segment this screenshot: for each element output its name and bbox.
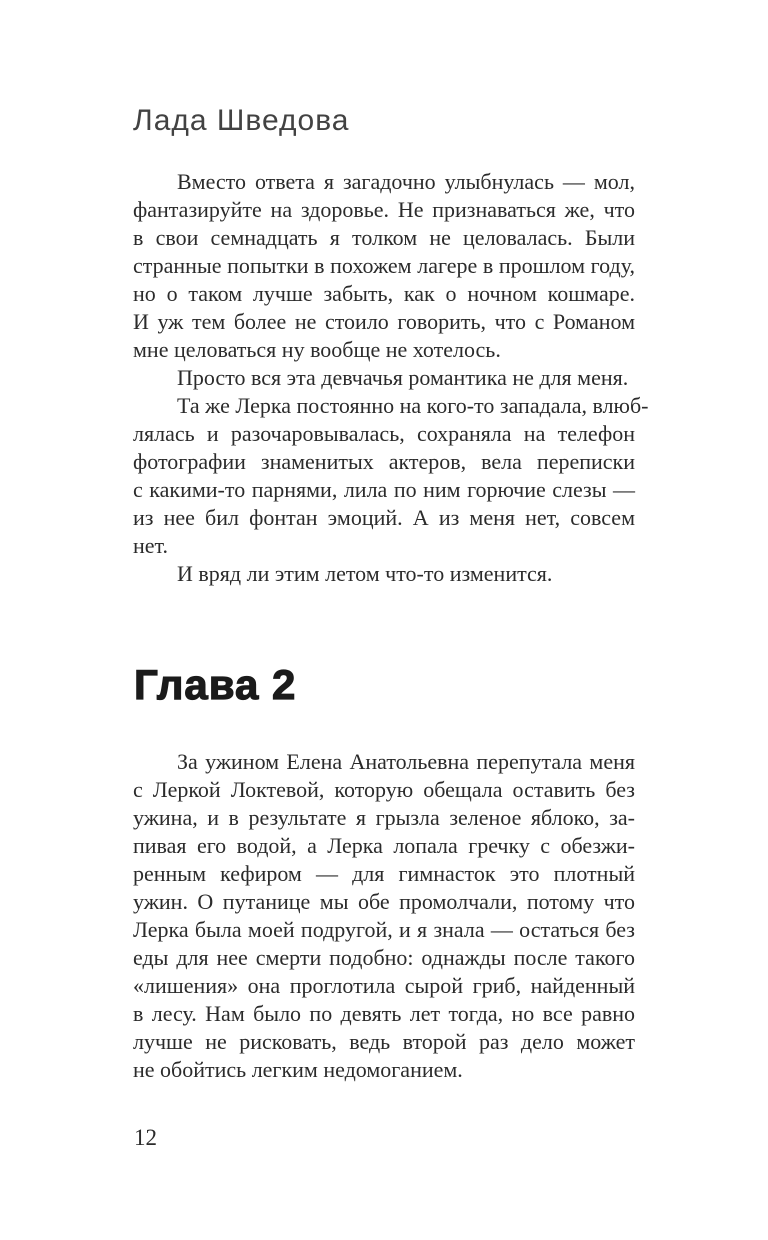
text-line: лучше не рисковать, ведь второй раз дело может <box>133 1029 635 1054</box>
text-line: ужина, и в результате я грызла зеленое яблоко, за- <box>133 805 635 830</box>
text-line: не обойтись легким недомоганием. <box>133 1057 463 1082</box>
text-line: мне целоваться ну вообще не хотелось. <box>133 337 501 362</box>
text-line: Лерка была моей подругой, и я знала — остаться без <box>133 917 635 942</box>
text-line: в лесу. Нам было по девять лет тогда, но все равно <box>133 1001 635 1026</box>
text-line: нет. <box>133 533 168 558</box>
text-line: фотографии знаменитых актеров, вела переписки <box>133 449 635 474</box>
text-line: пивая его водой, а Лерка лопала гречку с обезжи- <box>133 833 635 858</box>
text-line: «лишения» она проглотила сырой гриб, найденный <box>133 973 635 998</box>
text-line: но о таком лучше забыть, как о ночном кошмаре. <box>133 281 635 306</box>
text-line: За ужином Елена Анатольевна перепутала меня <box>177 749 635 774</box>
paragraph <box>133 168 635 364</box>
text-line: ренным кефиром — для гимнасток это плотный <box>133 861 635 886</box>
text-line: И уж тем более не стоило говорить, что с Романом <box>133 309 635 334</box>
text-line: лялась и разочаровывалась, сохраняла на телефон <box>133 421 635 446</box>
text-line: странные попытки в похожем лагере в прошлом году, <box>133 253 635 278</box>
body-text-section-chapter2 <box>133 748 635 1084</box>
text-line: Та же Лерка постоянно на кого-то западала, влюб- <box>177 393 649 418</box>
paragraph <box>133 364 635 392</box>
text-line: Просто вся эта девчачья романтика не для меня. <box>177 365 629 390</box>
paragraph <box>133 392 649 560</box>
paragraph <box>133 748 635 1084</box>
text-line: с Леркой Локтевой, которую обещала оставить без <box>133 777 635 802</box>
text-line: в свои семнадцать я толком не целовалась. Были <box>133 225 635 250</box>
paragraph <box>133 560 635 588</box>
running-header-author: Лада Шведова <box>133 104 350 137</box>
text-line: фантазируйте на здоровье. Не признаваться же, что <box>133 197 635 222</box>
text-line: Вместо ответа я загадочно улыбнулась — мол, <box>177 169 635 194</box>
chapter-heading: Глава 2 <box>134 661 297 708</box>
text-line: еды для нее смерти подобно: однажды после такого <box>133 945 635 970</box>
body-text-section-intro <box>133 168 649 588</box>
text-line: с какими-то парнями, лила по ним горючие слезы — <box>133 477 635 502</box>
page-number: 12 <box>134 1125 157 1150</box>
text-line: из нее бил фонтан эмоций. А из меня нет, совсем <box>133 505 635 530</box>
text-line: И вряд ли этим летом что-то изменится. <box>177 561 553 586</box>
text-line: ужин. О путанице мы обе промолчали, потому что <box>133 889 635 914</box>
